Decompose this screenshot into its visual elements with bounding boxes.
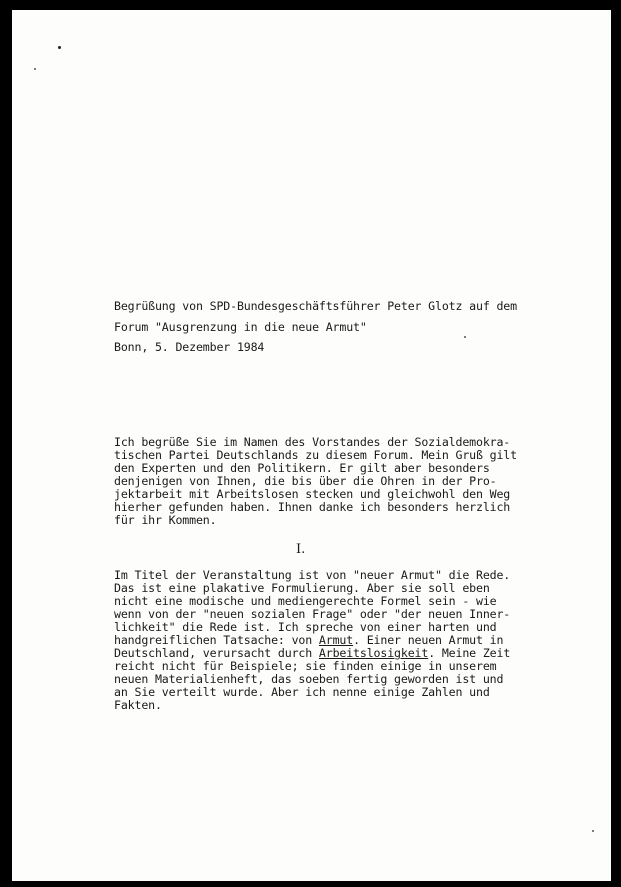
- heading-line-2: Forum "Ausgrenzung in die neue Armut": [114, 320, 367, 334]
- heading-line-1: Begrüßung von SPD-Bundesgeschäftsführer Peter Glotz auf dem: [114, 299, 517, 313]
- section-number: I.: [296, 542, 306, 557]
- paragraph-line: Ich begrüße Sie im Namen des Vorstandes der Sozialdemokra-: [114, 435, 511, 449]
- paragraph-line: reicht nicht für Beispiele; sie finden einige in unserem: [114, 659, 497, 673]
- paragraph-line: Fakten.: [114, 698, 162, 712]
- paragraph-line: [114, 633, 503, 647]
- paragraph-line: hierher gefunden haben. Ihnen danke ich besonders herzlich: [114, 500, 511, 514]
- heading-line-3: Bonn, 5. Dezember 1984: [114, 340, 265, 354]
- scan-speck: [58, 46, 61, 49]
- scan-speck: [34, 68, 36, 70]
- underlined-word: Arbeitslosigkeit: [318, 646, 429, 660]
- underlined-word: Armut: [318, 633, 354, 647]
- paragraph-line: an Sie verteilt wurde. Aber ich nenne einige Zahlen und: [114, 685, 490, 699]
- paragraph-line: jektarbeit mit Arbeitslosen stecken und gleichwohl den Weg: [114, 487, 511, 501]
- paragraph-line: tischen Partei Deutschlands zu diesem Forum. Mein Gruß gilt: [114, 448, 517, 462]
- scan-speck: [464, 336, 466, 338]
- text-run: . Einer neuen Armut in: [353, 633, 504, 647]
- text-run: Deutschland, verursacht durch: [114, 646, 319, 660]
- paragraph-line: den Experten und den Politikern. Er gilt aber besonders: [114, 461, 490, 475]
- text-run: . Meine Zeit: [428, 646, 511, 660]
- document-page: [12, 10, 611, 881]
- paragraph-line: lichkeit" die Rede ist. Ich spreche von einer harten und: [114, 620, 497, 634]
- paragraph-line: Das ist eine plakative Formulierung. Aber sie soll eben: [114, 581, 490, 595]
- text-run: handgreiflichen Tatsache: von: [114, 633, 319, 647]
- paragraph-line: Im Titel der Veranstaltung ist von "neuer Armut" die Rede.: [114, 568, 511, 582]
- paragraph-line: für ihr Kommen.: [114, 513, 217, 527]
- paragraph-line: neuen Materialienheft, das soeben fertig geworden ist und: [114, 672, 504, 686]
- scan-speck: [592, 830, 594, 832]
- paragraph-line: nicht eine modische und mediengerechte Formel sein - wie: [114, 594, 497, 608]
- paragraph-line: denjenigen von Ihnen, die bis über die Ohren in der Pro-: [114, 474, 497, 488]
- paragraph-line: [114, 646, 510, 660]
- paragraph-line: wenn von der "neuen sozialen Frage" oder "der neuen Inner-: [114, 607, 511, 621]
